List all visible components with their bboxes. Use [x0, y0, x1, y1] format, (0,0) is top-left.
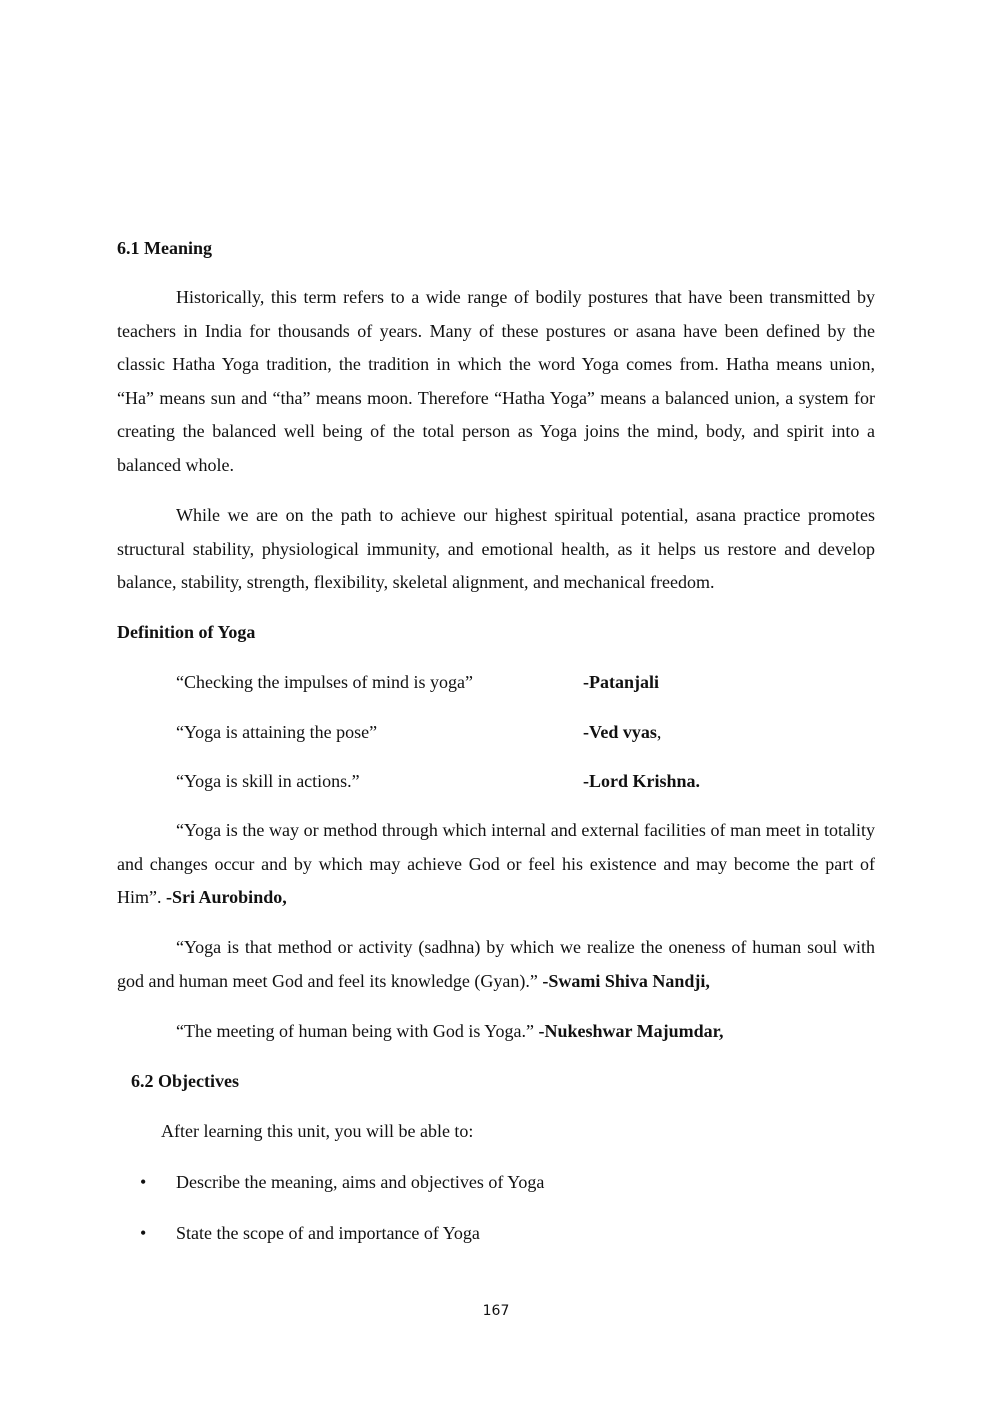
definition-text: “The meeting of human being with God is Yoga.” [176, 1021, 539, 1041]
definition-quote: “Checking the impulses of mind is yoga” [176, 672, 473, 692]
definition-row-lord-krishna [176, 769, 796, 793]
definition-shiva-nandji [117, 931, 875, 998]
definition-author: -Sri Aurobindo, [166, 887, 287, 908]
author-name: -Ved vyas [583, 722, 657, 742]
author-name: -Lord Krishna. [583, 771, 701, 791]
definition-quote: “Yoga is attaining the pose” [176, 722, 378, 742]
bullet-icon: • [140, 1223, 147, 1243]
section-heading-objectives: 6.2 Objectives [131, 1071, 239, 1091]
definition-author: -Swami Shiva Nandji, [542, 970, 710, 991]
bullet-icon: • [140, 1172, 147, 1192]
definition-heading: Definition of Yoga [117, 622, 256, 642]
definition-author: -Nukeshwar Majumdar, [538, 1021, 724, 1041]
definition-row-patanjali [176, 670, 796, 694]
definition-author [583, 769, 700, 793]
author-suffix: , [656, 722, 662, 742]
definition-quote: “Yoga is skill in actions.” [176, 771, 360, 791]
definition-text: “Yoga is that method or activity (sadhna) by which we realize the oneness of human soul with god and human meet God and feel its knowledge (Gyan).” [117, 937, 875, 991]
meaning-paragraph-2: While we are on the path to achieve our highest spiritual potential, asana practice promotes structural stability, physiological immunity, and emotional health, as it helps us restore and develop balance, stability, strength, flexibility, skeletal alignment, and mechanical freedom. [117, 505, 875, 593]
definition-majumdar [176, 1019, 723, 1043]
author-name: -Patanjali [583, 672, 659, 692]
objectives-intro: After learning this unit, you will be able to: [161, 1121, 474, 1141]
list-item-text: Describe the meaning, aims and objectives of Yoga [176, 1172, 545, 1192]
definition-row-ved-vyas [176, 720, 796, 744]
section-heading-meaning: 6.1 Meaning [117, 238, 213, 258]
page-number: 167 [482, 1303, 510, 1319]
definition-author [583, 720, 661, 744]
definition-author [583, 670, 659, 694]
definition-text: “Yoga is the way or method through which internal and external facilities of man meet in totality and changes occur and by which may achieve God or feel his existence and may become the part of Him”. [117, 820, 875, 908]
definition-aurobindo [117, 814, 875, 915]
list-item-text: State the scope of and importance of Yoga [176, 1223, 480, 1243]
meaning-paragraph-1: Historically, this term refers to a wide range of bodily postures that have been transmitted by teachers in India for thousands of years. Many of these postures or asana have been defined by the classic Hatha Yoga tradition, the tradition in which the word Yoga comes from. Hatha means union, “Ha” means sun and “tha” means moon. Therefore “Hatha Yoga” means a balanced union, a system for creating the balanced well being of the total person as Yoga joins the mind, body, and spirit into a balanced whole. [117, 287, 875, 475]
